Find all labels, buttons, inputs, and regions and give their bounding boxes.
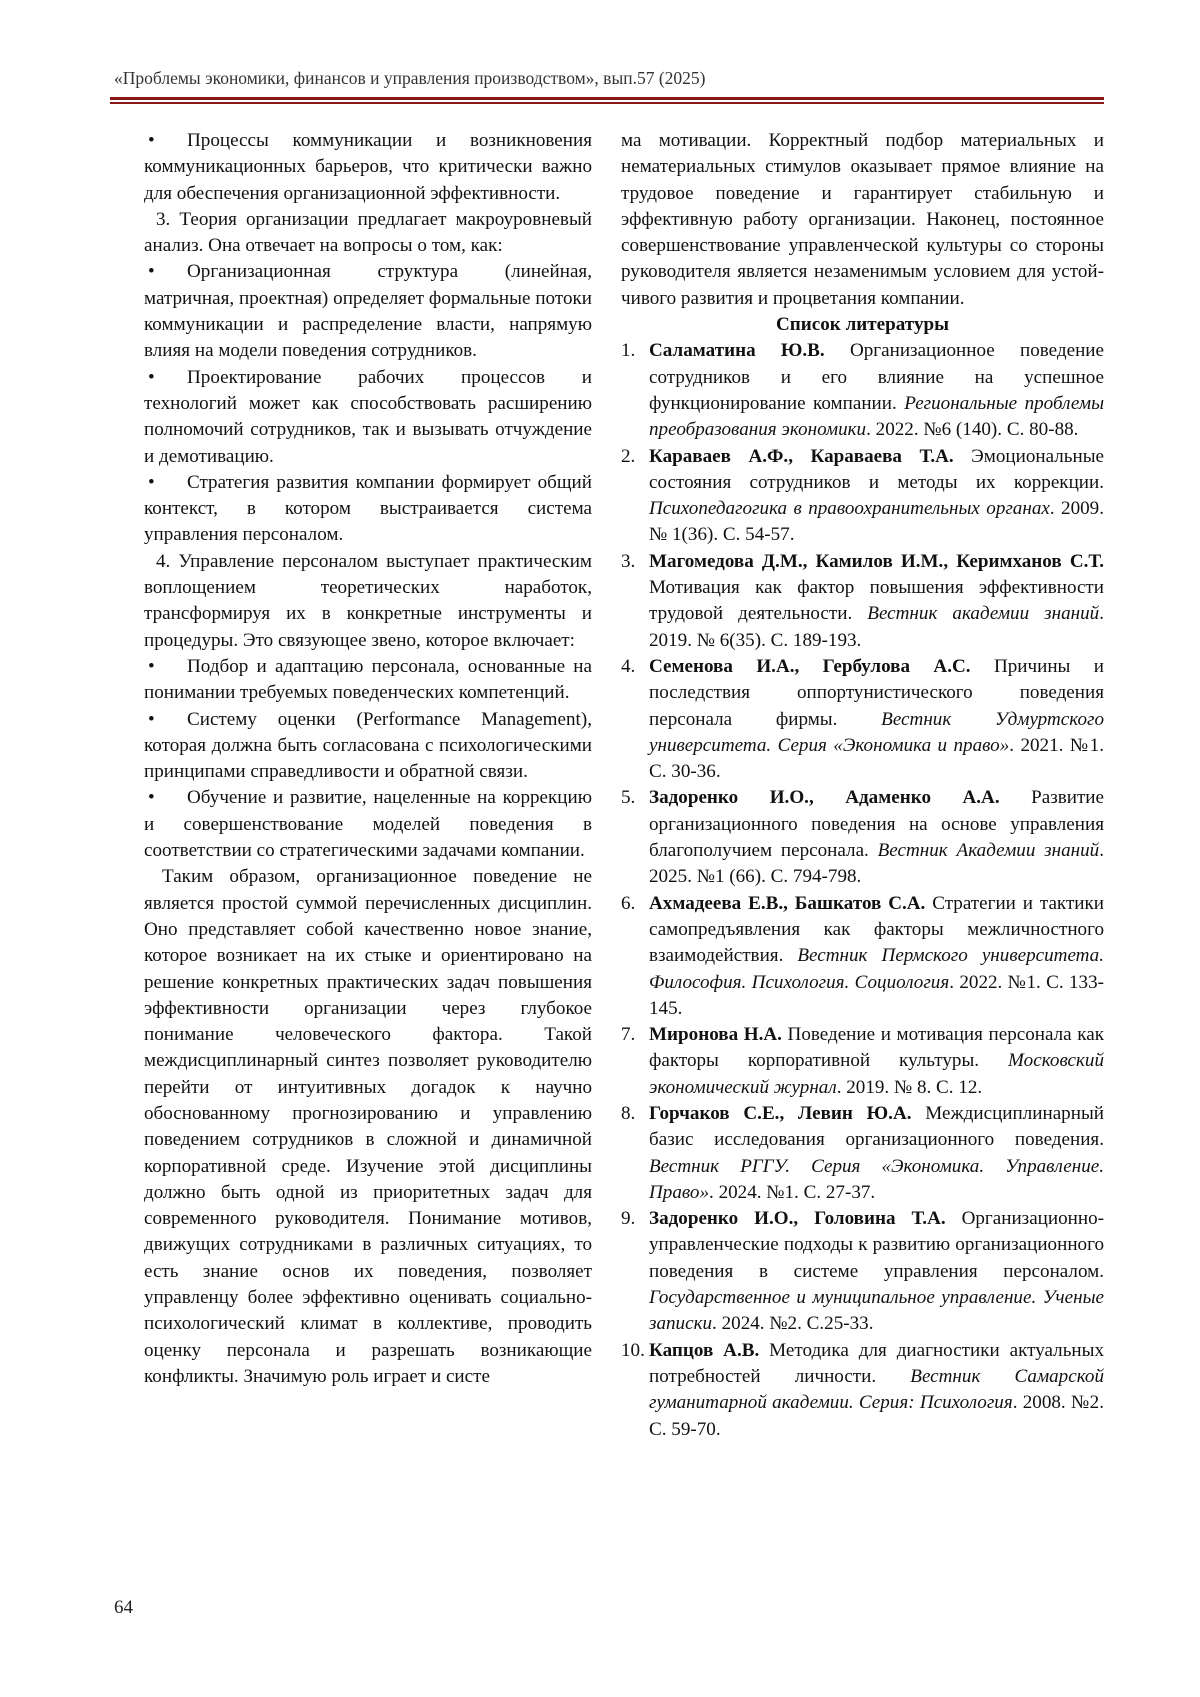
- numbered-paragraph: 3. Теория организации предлагает макроуровневый анализ. Она отвечает на вопросы о том, как:: [144, 208, 592, 257]
- reference-source: Вестник академии знаний: [867, 603, 1100, 625]
- reference-details: . 2021. №1. С. 30-36.: [649, 734, 1104, 783]
- reference-item: [621, 338, 1104, 443]
- reference-details: . 2022. №6 (140). С. 80-88.: [866, 419, 1079, 441]
- reference-item: [621, 549, 1104, 654]
- reference-authors: Задоренко И.О., Адаменко А.А.: [649, 787, 1000, 809]
- numbered-paragraph: 4. Управление персоналом выступает практическим воплощением теоретических наработок, трансформируя их в конкретные инструменты и процедуры. Это связующее звено, которое включает:: [144, 550, 592, 651]
- reference-authors: Семенова И.А., Гербулова А.С.: [649, 655, 971, 677]
- reference-number: 5.: [621, 787, 636, 809]
- reference-item: [621, 444, 1104, 549]
- reference-number: 3.: [621, 550, 636, 572]
- reference-title: Организационно-управленческие подходы к развитию организационного поведения в системе управления персоналом.: [649, 1208, 1104, 1282]
- reference-number: 10.: [621, 1339, 645, 1361]
- reference-authors: Горчаков С.Е., Левин Ю.А.: [649, 1102, 912, 1124]
- reference-authors: Магомедова Д.М., Камилов И.М., Керимханов С.Т.: [649, 550, 1104, 572]
- reference-source: Вестник Академии знаний: [877, 840, 1100, 862]
- reference-source: Вестник Пермского университета. Философия. Психология. Социология: [649, 945, 1105, 993]
- references-list: [621, 338, 1104, 1442]
- reference-title: Стратегии и тактики самопредъявления как факторы межличностного взаимодействия.: [649, 892, 1104, 967]
- reference-details: . 2009. № 1(36). С. 54-57.: [649, 498, 1104, 546]
- reference-details: . 2019. № 6(35). С. 189-193.: [649, 603, 1104, 651]
- reference-number: 4.: [621, 655, 636, 677]
- reference-details: . 2019. № 8. С. 12.: [836, 1076, 983, 1098]
- reference-source: Государственное и муниципальное управление. Ученые записки: [649, 1287, 1104, 1335]
- references-title: Список литературы: [775, 314, 950, 336]
- reference-source: Вестник Удмуртского университета. Серия «Экономика и право»: [649, 708, 1104, 756]
- reference-details: . 2022. №1. С. 133-145.: [649, 971, 1105, 1019]
- reference-details: . 2024. №2. С.25-33.: [712, 1313, 874, 1335]
- bullet-item: • Обучение и развитие, нацеленные на коррекцию и совершенствование моделей поведения в соответствии со стратегическими задачами компании.: [144, 787, 592, 862]
- reference-source: Вестник РГГУ. Серия «Экономика. Управление. Право»: [649, 1155, 1104, 1203]
- bullet-icon: •: [148, 708, 155, 730]
- reference-number: 7.: [621, 1024, 636, 1046]
- reference-source: Московский экономический журнал: [649, 1050, 1104, 1098]
- reference-source: Региональные проблемы преобразования экономики: [649, 392, 1105, 441]
- bullet-icon: •: [148, 471, 155, 493]
- conclusion-paragraph: Таким образом, организационное поведение не является простой суммой перечисленных дисциплин. Оно представляет собой качественно новое знание, которое возникает на их стыке и ориентировано на решение конкретных практических задач повышения эффективности организации через глубокое понимание человеческого фактора. Такой междисциплинарный синтез позволяет руководителю перейти от интуитивных догадок к научно обоснованному прогнозированию и управлению поведением сотрудников в сложной и динамичной корпоративной среде. Изучение этой дисциплины должно быть одной из приоритетных задач для современного руководителя. Понимание мотивов, движущих сотрудниками в различных ситуациях, то есть знание основ их поведения, позволяет управленцу более эффективно оценивать социально-психологический климат в коллективе, проводить оценку персонала и разрешать возникающие конфликты. Значимую роль играет и систе: [144, 866, 592, 1387]
- reference-authors: Саламатина Ю.В.: [649, 340, 825, 362]
- reference-details: . 2025. №1 (66). С. 794-798.: [649, 840, 1104, 888]
- reference-number: 9.: [621, 1208, 636, 1230]
- reference-item: [621, 1101, 1104, 1206]
- bullet-item: • Стратегия развития компании формирует общий контекст, в котором выстраивается система управления персоналом.: [144, 471, 592, 546]
- reference-item: [621, 1338, 1104, 1443]
- bullet-item: • Проектирование рабочих процессов и технологий может как способствовать расширению полномочий сотрудников, так и вызывать отчуждение и демотивацию.: [144, 366, 592, 467]
- right-column: [621, 128, 1104, 1443]
- reference-title: Методика для диагностики актуальных потребностей личности.: [649, 1339, 1104, 1387]
- reference-item: [621, 785, 1104, 890]
- bullet-icon: •: [148, 130, 155, 151]
- bullet-item: • Систему оценки (Performance Management), которая должна быть согласована с психологическими принципами справедливости и обратной связи.: [144, 708, 592, 783]
- reference-authors: Караваев А.Ф., Караваева Т.А.: [649, 445, 954, 467]
- reference-title: Организационное поведение сотрудников и его влияние на успешное функционирование компании.: [649, 340, 1104, 414]
- page-number: 64: [114, 1597, 133, 1618]
- reference-number: 8.: [621, 1102, 636, 1124]
- left-column: [144, 128, 592, 1390]
- reference-details: . 2008. №2. С. 59-70.: [649, 1392, 1104, 1440]
- reference-authors: Задоренко И.О., Головина Т.А.: [649, 1208, 946, 1230]
- reference-title: Развитие организационного поведения на основе управления благополучием персонала.: [649, 787, 1105, 862]
- bullet-item: • Подбор и адаптацию персонала, основанные на понимании требуемых поведенческих компетенций.: [144, 655, 592, 704]
- reference-item: [621, 1022, 1104, 1101]
- reference-number: 1.: [621, 340, 636, 362]
- reference-details: . 2024. №1. С. 27-37.: [709, 1181, 876, 1203]
- reference-title: Междисциплинарный базис исследования организационного поведения.: [649, 1102, 1104, 1151]
- bullet-icon: •: [148, 787, 155, 809]
- reference-source: Вестник Самарской гуманитарной академии. Серия: Психология: [649, 1365, 1104, 1414]
- reference-authors: Капцов А.В.: [649, 1339, 760, 1361]
- bullet-icon: •: [148, 655, 155, 677]
- reference-item: [621, 654, 1104, 785]
- running-header: «Проблемы экономики, финансов и управления производством», вып.57 (2025): [114, 68, 706, 88]
- reference-title: Эмоциональные состояния сотрудников и методы их коррекции.: [649, 445, 1105, 493]
- reference-number: 6.: [621, 892, 636, 914]
- bullet-item: • Организационная структура (линейная, матричная, проектная) определяет формальные потоки коммуникации и распределение власти, напрямую влияя на модели поведения сотрудников.: [144, 261, 592, 362]
- header-rule-top: [110, 97, 1104, 100]
- reference-title: Поведение и мотивация персонала как факторы корпоративной культуры.: [649, 1024, 1104, 1072]
- continuation-paragraph: ма мотивации. Корректный подбор материальных и нематериальных стимулов оказывает прямое влияние на трудовое поведение и гарантирует стабильную и эффективную работу организации. Наконец, постоянное совершенствование управленческой культуры со стороны руководителя является незаменимым условием для устойчивого развития и процветания компании.: [621, 130, 1104, 309]
- bullet-item: • Процессы коммуникации и возникновения коммуникационных барьеров, что критически важно для обеспечения организационной эффективности.: [144, 130, 592, 204]
- reference-item: [621, 1206, 1104, 1337]
- reference-source: Психопедагогика в правоохранительных органах: [649, 498, 1050, 520]
- reference-item: [621, 891, 1104, 1022]
- reference-number: 2.: [621, 445, 636, 467]
- bullet-icon: •: [148, 366, 155, 388]
- bullet-icon: •: [148, 261, 155, 283]
- reference-authors: Миронова Н.А.: [649, 1024, 782, 1046]
- reference-authors: Ахмадеева Е.В., Башкатов С.А.: [649, 892, 926, 914]
- reference-title: Причины и последствия оппортунистического поведения персонала фирмы.: [649, 655, 1105, 730]
- header-rule-bottom: [110, 102, 1104, 104]
- reference-title: Мотивация как фактор повышения эффективности трудовой деятельности.: [649, 577, 1104, 625]
